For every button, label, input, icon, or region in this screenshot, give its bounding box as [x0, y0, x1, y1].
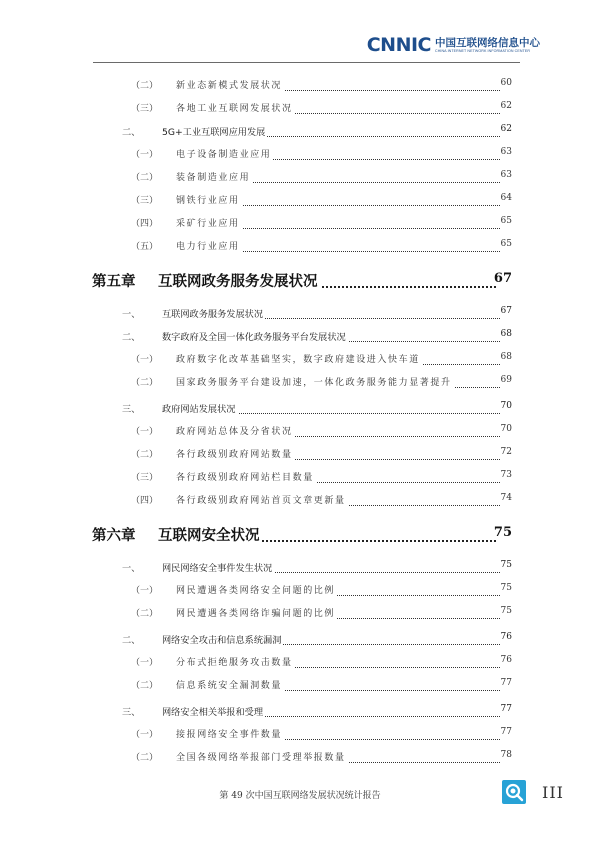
toc-entry-title: 网民遭遇各类网络安全问题的比例: [176, 583, 337, 596]
logo-chinese-name: 中国互联网络信息中心: [435, 37, 540, 49]
toc-subsection-entry[interactable]: [0, 78, 600, 100]
cnnic-emblem-icon: [502, 780, 526, 804]
page-number: III: [542, 783, 564, 802]
toc-entry-page: 68: [500, 352, 512, 362]
toc-subsection-entry[interactable]: [0, 447, 600, 469]
toc-entry-title: 采矿行业应用: [176, 216, 242, 229]
toc-entry-title: 各行政级别政府网站栏目数量: [176, 470, 316, 483]
toc-entry-title: 网络安全攻击和信息系统漏洞: [162, 632, 283, 646]
logo-mark: CNNIC: [366, 34, 431, 56]
toc-entry-number: （二）: [131, 681, 159, 691]
toc-entry-page: 75: [500, 560, 512, 570]
toc-entry-page: 76: [500, 632, 512, 642]
toc-entry-title: 各行政级别政府网站数量: [176, 447, 295, 460]
toc-entry-page: 77: [500, 727, 512, 737]
toc-entry-title: 接报网络安全事件数量: [176, 727, 284, 740]
toc-entry-page: 64: [500, 193, 512, 203]
toc-subsection-entry[interactable]: [0, 239, 600, 261]
toc-entry-number: 第五章: [92, 273, 136, 290]
toc-entry-title: 网民遭遇各类网络诈骗问题的比例: [176, 606, 337, 619]
toc-chapter-entry[interactable]: [0, 524, 600, 554]
toc-chapter-entry[interactable]: [0, 270, 600, 300]
toc-entry-page: 69: [500, 375, 512, 385]
toc-subsection-entry[interactable]: [0, 170, 600, 192]
toc-entry-number: 三、: [122, 404, 141, 415]
toc-subsection-entry[interactable]: [0, 655, 600, 677]
toc-subsection-entry[interactable]: [0, 147, 600, 169]
toc-entry-page: 65: [500, 239, 512, 249]
toc-entry-title: 互联网安全状况: [158, 524, 262, 545]
toc-entry-page: 73: [500, 470, 512, 480]
toc-entry-page: 78: [500, 750, 512, 760]
toc-entry-title: 互联网政务服务发展状况: [158, 270, 320, 291]
toc-entry-number: （三）: [131, 196, 159, 206]
toc-entry-number: （一）: [131, 586, 159, 596]
toc-entry-page: 62: [500, 101, 512, 111]
toc-entry-page: 62: [500, 124, 512, 134]
toc-subsection-entry[interactable]: [0, 606, 600, 628]
toc-section-entry[interactable]: [0, 704, 600, 726]
toc-subsection-entry[interactable]: [0, 352, 600, 374]
toc-entry-number: （二）: [131, 609, 159, 619]
toc-entry-title: 电力行业应用: [176, 239, 242, 252]
toc-section-entry[interactable]: [0, 401, 600, 423]
toc-entry-title: 全国各级网络举报部门受理举报数量: [176, 750, 348, 763]
toc-entry-title: 政府网站发展状况: [162, 401, 238, 415]
page-footer: [0, 774, 600, 814]
toc-entry-number: （二）: [131, 450, 159, 460]
toc-subsection-entry[interactable]: [0, 493, 600, 515]
toc-subsection-entry[interactable]: [0, 678, 600, 700]
toc-entry-title: 装备制造业应用: [176, 170, 252, 183]
toc-entry-page: 72: [500, 447, 512, 457]
toc-entry-number: （四）: [131, 219, 159, 229]
toc-entry-page: 76: [500, 655, 512, 665]
toc-entry-page: 70: [500, 424, 512, 434]
toc-subsection-entry[interactable]: [0, 470, 600, 492]
toc-entry-number: （二）: [131, 81, 159, 91]
toc-entry-title: 钢铁行业应用: [176, 193, 242, 206]
toc-entry-title: 电子设备制造业应用: [176, 147, 273, 160]
toc-entry-title: 5G+工业互联网应用发展: [162, 124, 267, 138]
toc-entry-number: 三、: [122, 707, 141, 718]
toc-entry-title: 分布式拒绝服务攻击数量: [176, 655, 295, 668]
toc-entry-title: 网民网络安全事件发生状况: [162, 560, 274, 574]
toc-entry-page: 77: [500, 678, 512, 688]
report-title: 第 49 次中国互联网络发展状况统计报告: [219, 791, 381, 801]
toc-entry-page: 68: [500, 329, 512, 339]
toc-entry-title: 新业态新模式发展状况: [176, 78, 284, 91]
toc-entry-number: （二）: [131, 753, 159, 763]
toc-entry-number: （三）: [131, 473, 159, 483]
toc-subsection-entry[interactable]: [0, 193, 600, 215]
toc-entry-number: （一）: [131, 427, 159, 437]
cnnic-logo: [367, 36, 540, 54]
toc-entry-number: （四）: [131, 496, 159, 506]
toc-entry-page: 70: [500, 401, 512, 411]
toc-entry-title: 各地工业互联网发展状况: [176, 101, 295, 114]
toc-entry-page: 75: [500, 606, 512, 616]
toc-entry-number: （一）: [131, 658, 159, 668]
toc-entry-page: 63: [500, 147, 512, 157]
toc-entry-number: 二、: [122, 635, 141, 646]
toc-entry-number: 二、: [122, 332, 141, 343]
toc-entry-title: 各行政级别政府网站首页文章更新量: [176, 493, 348, 506]
toc-entry-title: 信息系统安全漏洞数量: [176, 678, 284, 691]
toc-subsection-entry[interactable]: [0, 583, 600, 605]
toc-section-entry[interactable]: [0, 560, 600, 582]
toc-entry-title: 网络安全相关举报和受理: [162, 704, 265, 718]
toc-entry-page: 67: [500, 306, 512, 316]
toc-section-entry[interactable]: [0, 632, 600, 654]
toc-entry-number: 第六章: [92, 527, 136, 544]
toc-entry-number: （三）: [131, 104, 159, 114]
toc-entry-page: 75: [493, 525, 512, 540]
toc-entry-number: （二）: [131, 378, 159, 388]
toc-entry-number: （一）: [131, 150, 159, 160]
toc-entry-page: 63: [500, 170, 512, 180]
logo-text: [435, 37, 540, 54]
logo-english-name: CHINA INTERNET NETWORK INFORMATION CENTER: [435, 49, 531, 53]
toc-entry-number: （五）: [131, 242, 159, 252]
toc-subsection-entry[interactable]: [0, 727, 600, 749]
toc-subsection-entry[interactable]: [0, 216, 600, 238]
toc-entry-number: （一）: [131, 355, 159, 365]
toc-entry-number: 二、: [122, 127, 141, 138]
toc-section-entry[interactable]: [0, 306, 600, 328]
toc-entry-title: 数字政府及全国一体化政务服务平台发展状况: [162, 329, 348, 343]
header-divider: [93, 62, 520, 63]
toc-entry-page: 60: [500, 78, 512, 88]
toc-subsection-entry[interactable]: [0, 375, 600, 397]
toc-entry-page: 75: [500, 583, 512, 593]
toc-entry-page: 74: [500, 493, 512, 503]
toc-entry-title: 国家政务服务平台建设加速，一体化政务服务能力显著提升: [176, 375, 454, 388]
page-header: [0, 0, 600, 66]
toc-subsection-entry[interactable]: [0, 101, 600, 123]
toc-entry-number: 一、: [122, 563, 141, 574]
toc-subsection-entry[interactable]: [0, 424, 600, 446]
toc-entry-number: （二）: [131, 173, 159, 183]
toc-entry-page: 77: [500, 704, 512, 714]
toc-entry-title: 政府网站总体及分省状况: [176, 424, 295, 437]
toc-section-entry[interactable]: [0, 329, 600, 351]
toc-entry-number: 一、: [122, 309, 141, 320]
toc-entry-title: 政府数字化改革基础坚实，数字政府建设进入快车道: [176, 352, 422, 365]
toc-section-entry[interactable]: [0, 124, 600, 146]
toc-subsection-entry[interactable]: [0, 750, 600, 772]
toc-entry-page: 67: [493, 271, 512, 286]
toc-entry-number: （一）: [131, 730, 159, 740]
toc-entry-title: 互联网政务服务发展状况: [162, 306, 265, 320]
toc-entry-page: 65: [500, 216, 512, 226]
